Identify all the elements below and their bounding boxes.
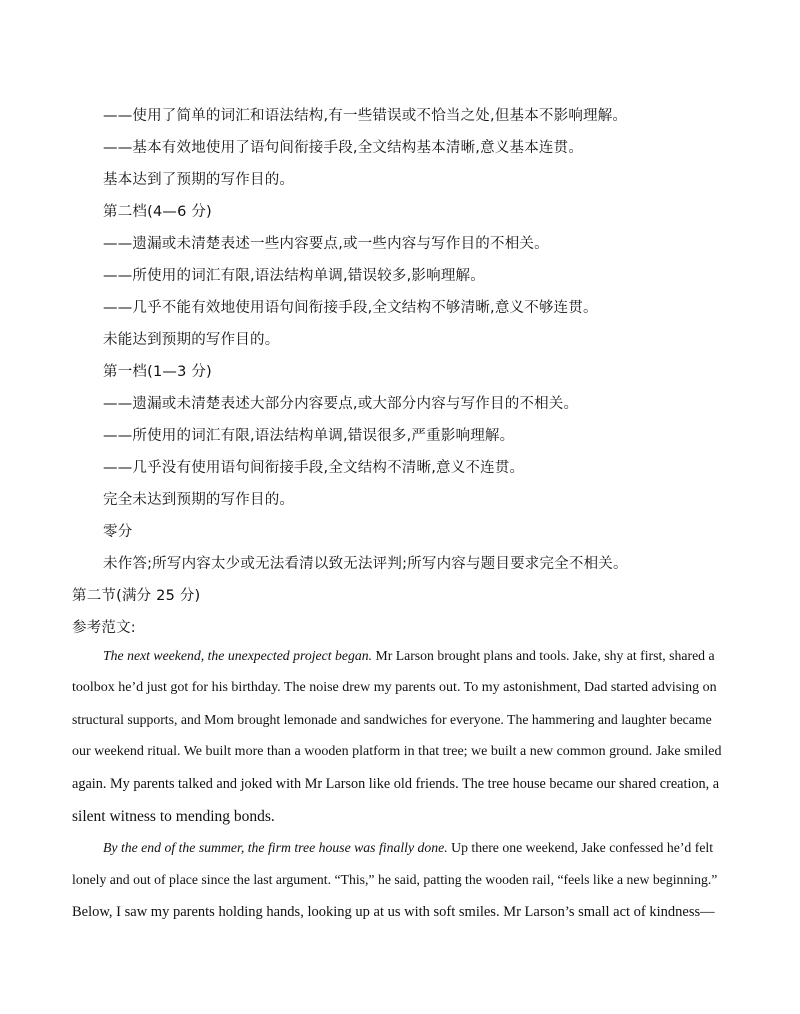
criteria-line: ——遗漏或未清楚表述一些内容要点,或一些内容与写作目的不相关。 (103, 236, 549, 252)
criteria-line: 未能达到预期的写作目的。 (103, 332, 280, 348)
essay-line: silent witness to mending bonds. (72, 808, 275, 825)
essay-text: Mr Larson brought plans and tools. Jake, shy at first, shared a (372, 648, 715, 663)
essay-line: our weekend ritual. We built more than a wooden platform in that tree; we built a new common ground. Jake smiled (72, 744, 722, 759)
criteria-line: 完全未达到预期的写作目的。 (103, 492, 295, 508)
tier-heading-second: 第二档(4—6 分) (103, 204, 212, 220)
essay-text: Up there one weekend, Jake confessed he’d felt (447, 840, 714, 855)
essay-line: again. My parents talked and joked with Mr Larson like old friends. The tree house became our shared creation, a (72, 776, 720, 792)
criteria-line: ——几乎不能有效地使用语句间衔接手段,全文结构不够清晰,意义不够连贯。 (103, 300, 598, 316)
criteria-line: ——使用了简单的词汇和语法结构,有一些错误或不恰当之处,但基本不影响理解。 (103, 108, 628, 124)
essay-line (103, 648, 723, 664)
essay-line (103, 840, 723, 856)
criteria-line: ——所使用的词汇有限,语法结构单调,错误很多,严重影响理解。 (103, 428, 515, 444)
zero-line: 未作答;所写内容太少或无法看清以致无法评判;所写内容与题目要求完全不相关。 (103, 556, 628, 572)
criteria-line: ——所使用的词汇有限,语法结构单调,错误较多,影响理解。 (103, 268, 485, 284)
essay-line: Below, I saw my parents holding hands, looking up at us with soft smiles. Mr Larson’s small act of kindness— (72, 904, 715, 920)
tier-heading-first: 第一档(1—3 分) (103, 364, 212, 380)
essay-line: toolbox he’d just got for his birthday. The noise drew my parents out. To my astonishment, Dad started advising on (72, 680, 717, 695)
essay-lead-sentence: The next weekend, the unexpected project began. (103, 648, 373, 663)
criteria-line: ——遗漏或未清楚表述大部分内容要点,或大部分内容与写作目的不相关。 (103, 396, 579, 412)
essay-line: structural supports, and Mom brought lemonade and sandwiches for everyone. The hammering and laughter became (72, 712, 712, 727)
zero-heading: 零分 (103, 524, 133, 540)
criteria-line: 基本达到了预期的写作目的。 (103, 172, 295, 188)
essay-lead-sentence: By the end of the summer, the firm tree house was finally done. (103, 840, 448, 855)
section-heading: 第二节(满分 25 分) (72, 588, 201, 604)
criteria-line: ——几乎没有使用语句间衔接手段,全文结构不清晰,意义不连贯。 (103, 460, 525, 476)
criteria-line: ——基本有效地使用了语句间衔接手段,全文结构基本清晰,意义基本连贯。 (103, 140, 584, 156)
sample-label: 参考范文: (72, 620, 136, 636)
essay-line: lonely and out of place since the last argument. “This,” he said, patting the wooden rail, “feels like a new beginning.” (72, 872, 718, 887)
